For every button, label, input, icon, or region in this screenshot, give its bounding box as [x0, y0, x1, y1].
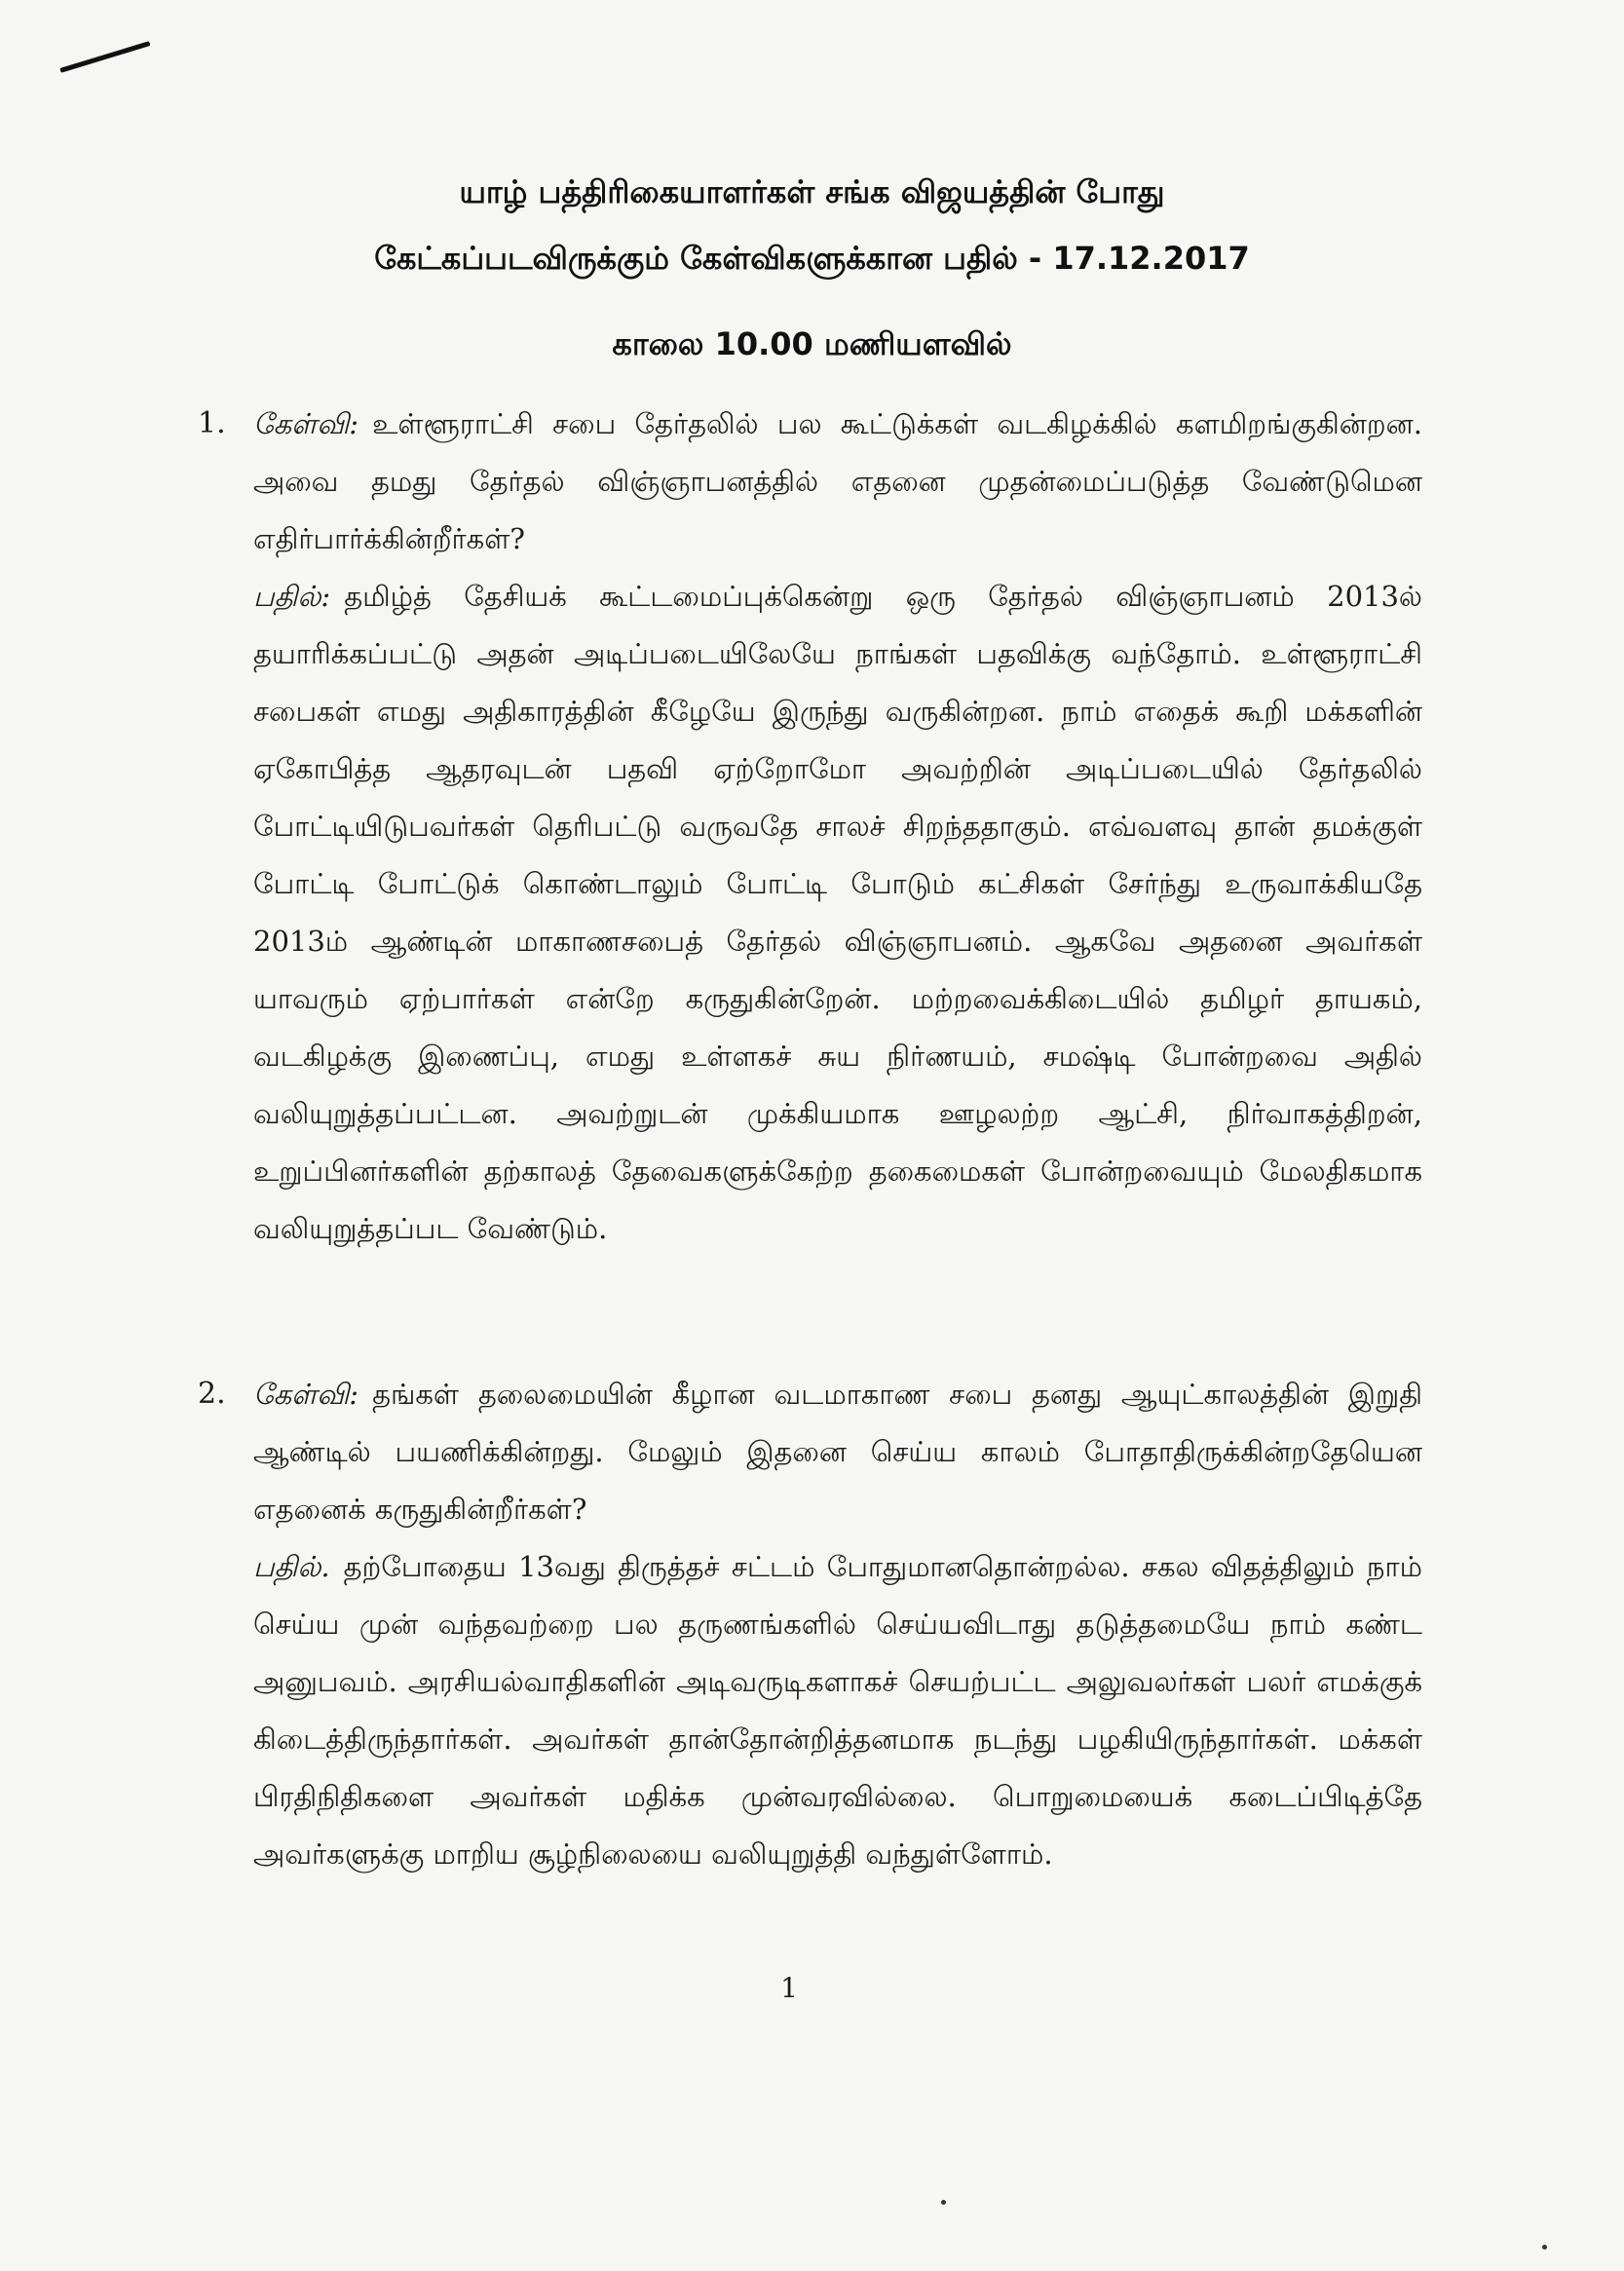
- question-text: தங்கள் தலைமையின் கீழான வடமாகாண சபை தனது ஆயுட்காலத்தின் இறுதி ஆண்டில் பயணிக்கின்றது. மேலும் இதனை செய்ய காலம் போதாதிருக்கின்றதேயென எதனைக் கருதுகின்றீர்கள்?: [253, 1378, 1422, 1526]
- answer-text: தமிழ்த் தேசியக் கூட்டமைப்புக்கென்று ஒரு தேர்தல் விஞ்ஞாபனம் 2013ல் தயாரிக்கப்பட்டு அதன் அடிப்படையிலேயே நாங்கள் பதவிக்கு வந்தோம். உள்ளூராட்சி சபைகள் எமது அதிகாரத்தின் கீழேயே இருந்து வருகின்றன. நாம் எதைக் கூறி மக்களின் ஏகோபித்த ஆதரவுடன் பதவி ஏற்றோமோ அவற்றின் அடிப்படையில் தேர்தலில் போட்டியிடுபவர்கள் தெரிபட்டு வருவதே சாலச் சிறந்ததாகும். எவ்வளவு தான் தமக்குள் போட்டி போட்டுக் கொண்டாலும் போட்டி போடும் கட்சிகள் சேர்ந்து உருவாக்கியதே 2013ம் ஆண்டின் மாகாணசபைத் தேர்தல் விஞ்ஞாபனம். ஆகவே அதனை அவர்கள் யாவரும் ஏற்பார்கள் என்றே கருதுகின்றேன். மற்றவைக்கிடையில் தமிழர் தாயகம், வடகிழக்கு இணைப்பு, எமது உள்ளகச் சுய நிர்ணயம், சமஷ்டி போன்றவை அதில் வலியுறுத்தப்பட்டன. அவற்றுடன் முக்கியமாக ஊழலற்ற ஆட்சி, நிர்வாகத்திறன், உறுப்பினர்களின் தற்காலத் தேவைகளுக்கேற்ற தகைமைகள் போன்றவையும் மேலதிகமாக வலியுறுத்தப்பட வேண்டும்.: [253, 580, 1422, 1245]
- question-label: கேள்வி:: [253, 407, 359, 440]
- answer-label: பதில்.: [253, 1550, 330, 1583]
- question-paragraph: [253, 1366, 1422, 1538]
- question-paragraph: [253, 396, 1422, 568]
- scan-speck: [941, 2200, 946, 2205]
- page-number: 1: [780, 1972, 798, 2004]
- answer-text: தற்போதைய 13வது திருத்தச் சட்டம் போதுமானதொன்றல்ல. சகல விதத்திலும் நாம் செய்ய முன் வந்தவற்றை பல தருணங்களில் செய்யவிடாது தடுத்தமையே நாம் கண்ட அனுபவம். அரசியல்வாதிகளின் அடிவருடிகளாகச் செயற்பட்ட அலுவலர்கள் பலர் எமக்குக் கிடைத்திருந்தார்கள். அவர்கள் தான்தோன்றித்தனமாக நடந்து பழகியிருந்தார்கள். மக்கள் பிரதிநிதிகளை அவர்கள் மதிக்க முன்வரவில்லை. பொறுமையைக் கடைப்பிடித்தே அவர்களுக்கு மாறிய சூழ்நிலையை வலியுறுத்தி வந்துள்ளோம்.: [253, 1550, 1422, 1871]
- qa-item-1: [200, 396, 1422, 1258]
- qa-item-2: [200, 1366, 1422, 1883]
- title-line-3: காலை 10.00 மணியளவில்: [612, 325, 1012, 362]
- answer-label: பதில்:: [253, 580, 331, 613]
- answer-paragraph: [253, 568, 1422, 1258]
- title-line-1: யாழ் பத்திரிகையாளர்கள் சங்க விஜயத்தின் போது: [459, 173, 1165, 210]
- title-line-2: கேட்கப்படவிருக்கும் கேள்விகளுக்கான பதில் - 17.12.2017: [374, 240, 1250, 277]
- item-number: 2.: [198, 1377, 226, 1411]
- answer-paragraph: [253, 1538, 1422, 1883]
- question-label: கேள்வி:: [253, 1378, 359, 1411]
- item-number: 1.: [198, 406, 226, 440]
- scan-speck: [1542, 2245, 1547, 2250]
- question-text: உள்ளூராட்சி சபை தேர்தலில் பல கூட்டுக்கள் வடகிழக்கில் களமிறங்குகின்றன. அவை தமது தேர்தல் விஞ்ஞாபனத்தில் எதனை முதன்மைப்படுத்த வேண்டுமென எதிர்பார்க்கின்றீர்கள்?: [253, 407, 1422, 555]
- pen-stroke-mark: [59, 41, 150, 73]
